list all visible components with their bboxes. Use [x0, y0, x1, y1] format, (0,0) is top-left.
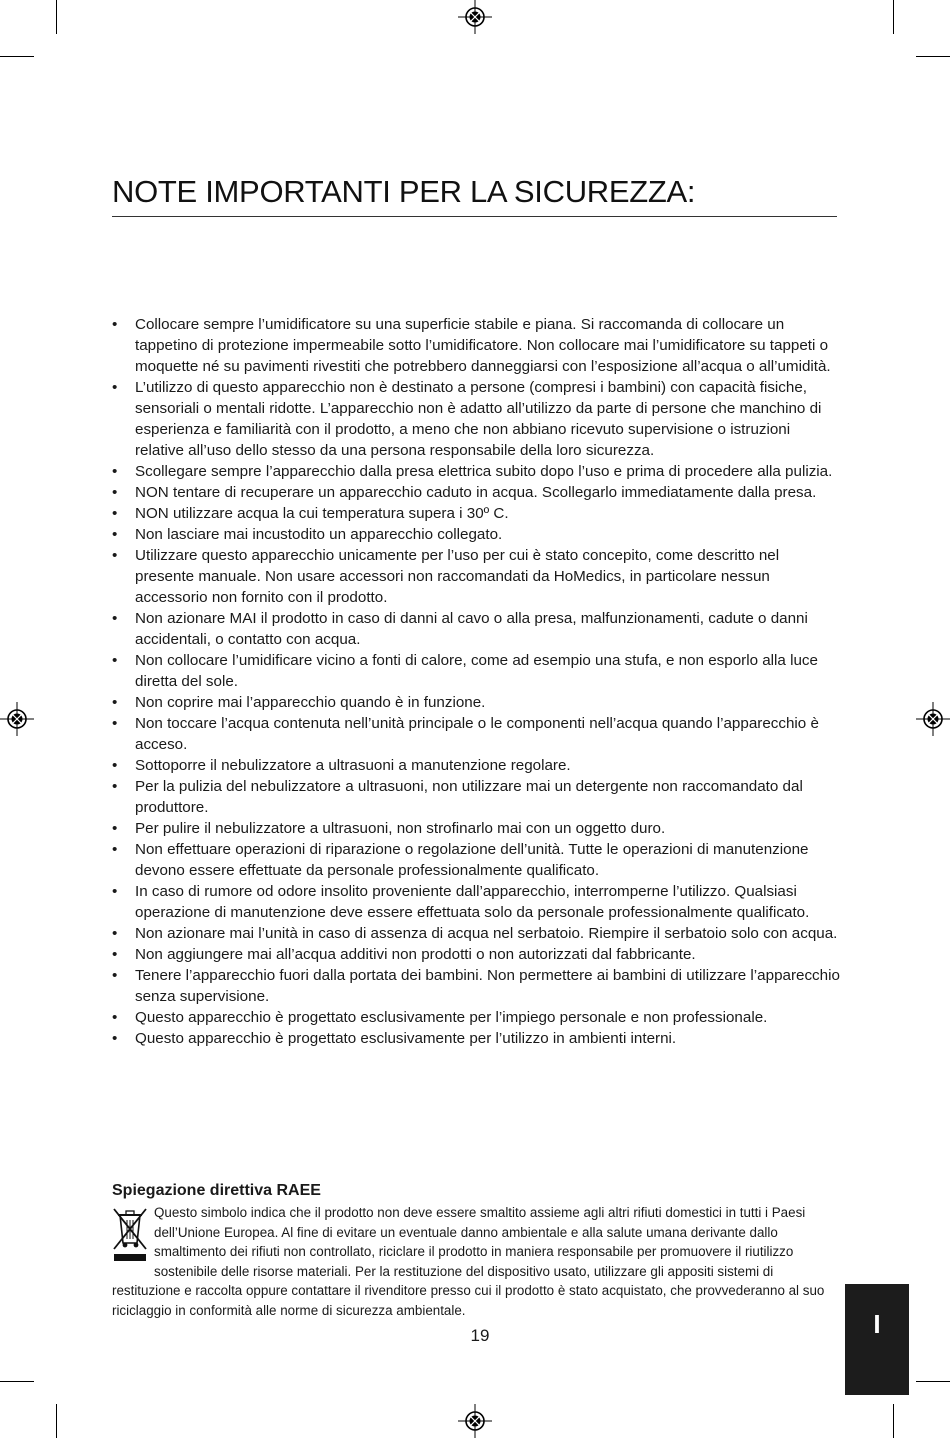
safety-list-item: [112, 923, 842, 944]
safety-list-item: [112, 608, 842, 650]
safety-item-text: Non coprire mai l’apparecchio quando è in funzione.: [135, 694, 486, 711]
safety-list-item: [112, 650, 842, 692]
bullet-icon: •: [112, 757, 118, 774]
safety-list-item: [112, 377, 842, 461]
safety-item-text: In caso di rumore od odore insolito proveniente dall’apparecchio, interromperne l’utilizzo. Qualsiasi operazione di manutenzione deve essere effettuata solo da personale professionalmente qualificato.: [135, 883, 810, 921]
safety-item-text: Non aggiungere mai all’acqua additivi non prodotti o non autorizzati dal fabbricante.: [135, 946, 696, 963]
crop-mark: [56, 1404, 57, 1438]
safety-item-text: Non lasciare mai incustodito un apparecchio collegato.: [135, 526, 503, 543]
safety-item-text: Per pulire il nebulizzatore a ultrasuoni, non strofinarlo mai con un oggetto duro.: [135, 820, 666, 837]
bullet-icon: •: [112, 1030, 118, 1047]
safety-item-text: Tenere l’apparecchio fuori dalla portata dei bambini. Non permettere ai bambini di utilizzare l’apparecchio senza supervisione.: [135, 967, 840, 1005]
raee-text: Questo simbolo indica che il prodotto non deve essere smaltito assieme agli altri rifiuti domestici in tutti i Paesi dell’Unione Europea. Al fine di evitare un eventuale danno ambientale e alla salute umana derivante dallo smaltimento dei rifiuti non controllato, riciclare il prodotto in maniera responsabile per promuovere il riutilizzo sostenibile delle risorse materiali. Per la restituzione del dispositivo usato, utilizzare gli appositi sistemi di restituzione e raccolta oppure contattare il rivenditore presso cui il prodotto è stato acquistato, che provvederanno al suo riciclaggio in conformità alle norme di sicurezza ambientale.: [112, 1205, 825, 1318]
safety-list-item: [112, 776, 842, 818]
safety-list: [112, 314, 842, 1049]
crop-mark: [893, 1404, 894, 1438]
safety-list-item: [112, 965, 842, 1007]
safety-item-text: Questo apparecchio è progettato esclusivamente per l’utilizzo in ambienti interni.: [135, 1030, 677, 1047]
safety-item-text: Non effettuare operazioni di riparazione o regolazione dell’unità. Tutte le operazioni di manutenzione devono essere effettuate da personale professionalmente qualificato.: [135, 841, 809, 879]
safety-list-item: [112, 1028, 842, 1049]
registration-mark-icon: [458, 1404, 492, 1438]
safety-item-text: NON tentare di recuperare un apparecchio caduto in acqua. Scollegarlo immediatamente dalla presa.: [135, 484, 817, 501]
bullet-icon: •: [112, 820, 118, 837]
safety-list-item: [112, 839, 842, 881]
safety-item-text: Non collocare l’umidificare vicino a fonti di calore, come ad esempio una stufa, e non esporlo alla luce diretta del sole.: [135, 652, 818, 690]
bullet-icon: •: [112, 841, 118, 858]
registration-mark-icon: [0, 702, 34, 736]
language-tab: I: [845, 1284, 909, 1395]
bullet-icon: •: [112, 526, 118, 543]
safety-item-text: NON utilizzare acqua la cui temperatura supera i 30º C.: [135, 505, 509, 522]
registration-mark-icon: [458, 0, 492, 34]
bullet-icon: •: [112, 1009, 118, 1026]
crop-mark: [916, 1381, 950, 1382]
safety-list-item: [112, 461, 842, 482]
page-number: 19: [470, 1326, 490, 1345]
safety-list-item: [112, 881, 842, 923]
safety-list-item: [112, 314, 842, 377]
bullet-icon: •: [112, 484, 118, 501]
bullet-icon: •: [112, 610, 118, 627]
crop-mark: [56, 0, 57, 34]
bullet-icon: •: [112, 547, 118, 564]
safety-list-item: [112, 944, 842, 965]
bullet-icon: •: [112, 316, 118, 333]
safety-list-item: [112, 755, 842, 776]
crop-mark: [916, 56, 950, 57]
bullet-icon: •: [112, 967, 118, 984]
raee-paragraph: [112, 1203, 840, 1321]
safety-item-text: L’utilizzo di questo apparecchio non è destinato a persone (compresi i bambini) con capacità fisiche, sensoriali o mentali ridotte. L’apparecchio non è adatto all’utilizzo da parte di persone che manchino di esperienza e familiarità con il prodotto, a meno che non abbiano ricevuto supervisione o istruzioni relative all’uso dello stesso da una persona responsabile della loro sicurezza.: [135, 379, 822, 459]
crop-mark: [893, 0, 894, 34]
page-title: NOTE IMPORTANTI PER LA SICUREZZA:: [112, 170, 837, 217]
safety-list-item: [112, 482, 842, 503]
crop-mark: [0, 1381, 34, 1382]
safety-list-item: [112, 524, 842, 545]
bullet-icon: •: [112, 463, 118, 480]
safety-item-text: Scollegare sempre l’apparecchio dalla presa elettrica subito dopo l’uso e prima di procedere alla pulizia.: [135, 463, 833, 480]
safety-list-item: [112, 503, 842, 524]
safety-list-item: [112, 1007, 842, 1028]
safety-item-text: Non azionare MAI il prodotto in caso di danni al cavo o alla presa, malfunzionamenti, cadute o danni accidentali, o contatto con acqua.: [135, 610, 808, 648]
bullet-icon: •: [112, 925, 118, 942]
registration-mark-icon: [916, 702, 950, 736]
bullet-icon: •: [112, 652, 118, 669]
crop-mark: [0, 56, 34, 57]
bullet-icon: •: [112, 715, 118, 732]
safety-item-text: Questo apparecchio è progettato esclusivamente per l’impiego personale e non professionale.: [135, 1009, 768, 1026]
safety-item-text: Sottoporre il nebulizzatore a ultrasuoni a manutenzione regolare.: [135, 757, 571, 774]
bullet-icon: •: [112, 883, 118, 900]
safety-list-item: [112, 692, 842, 713]
bullet-icon: •: [112, 505, 118, 522]
safety-list-item: [112, 818, 842, 839]
crossed-out-wheelie-bin-icon: [112, 1205, 148, 1263]
bullet-icon: •: [112, 379, 118, 396]
bullet-icon: •: [112, 778, 118, 795]
safety-list-item: [112, 545, 842, 608]
bullet-icon: •: [112, 694, 118, 711]
bullet-icon: •: [112, 946, 118, 963]
safety-list-item: [112, 713, 842, 755]
safety-item-text: Utilizzare questo apparecchio unicamente per l’uso per cui è stato concepito, come descritto nel presente manuale. Non usare accessori non raccomandati da HoMedics, in particolare nessun accessorio non fornito con il prodotto.: [135, 547, 780, 606]
safety-item-text: Collocare sempre l’umidificatore su una superficie stabile e piana. Si raccomanda di collocare un tappetino di protezione impermeabile sotto l’umidificatore. Non collocare mai l’umidificatore su tappeti o moquette né su pavimenti rivestiti che potrebbero danneggiarsi con l’esposizione all’acqua o all’umidità.: [135, 316, 831, 375]
raee-heading: Spiegazione direttiva RAEE: [112, 1182, 321, 1199]
safety-item-text: Non toccare l’acqua contenuta nell’unità principale o le componenti nell’acqua quando l’apparecchio è acceso.: [135, 715, 819, 753]
safety-item-text: Per la pulizia del nebulizzatore a ultrasuoni, non utilizzare mai un detergente non raccomandato dal produttore.: [135, 778, 803, 816]
safety-item-text: Non azionare mai l’unità in caso di assenza di acqua nel serbatoio. Riempire il serbatoio solo con acqua.: [135, 925, 838, 942]
